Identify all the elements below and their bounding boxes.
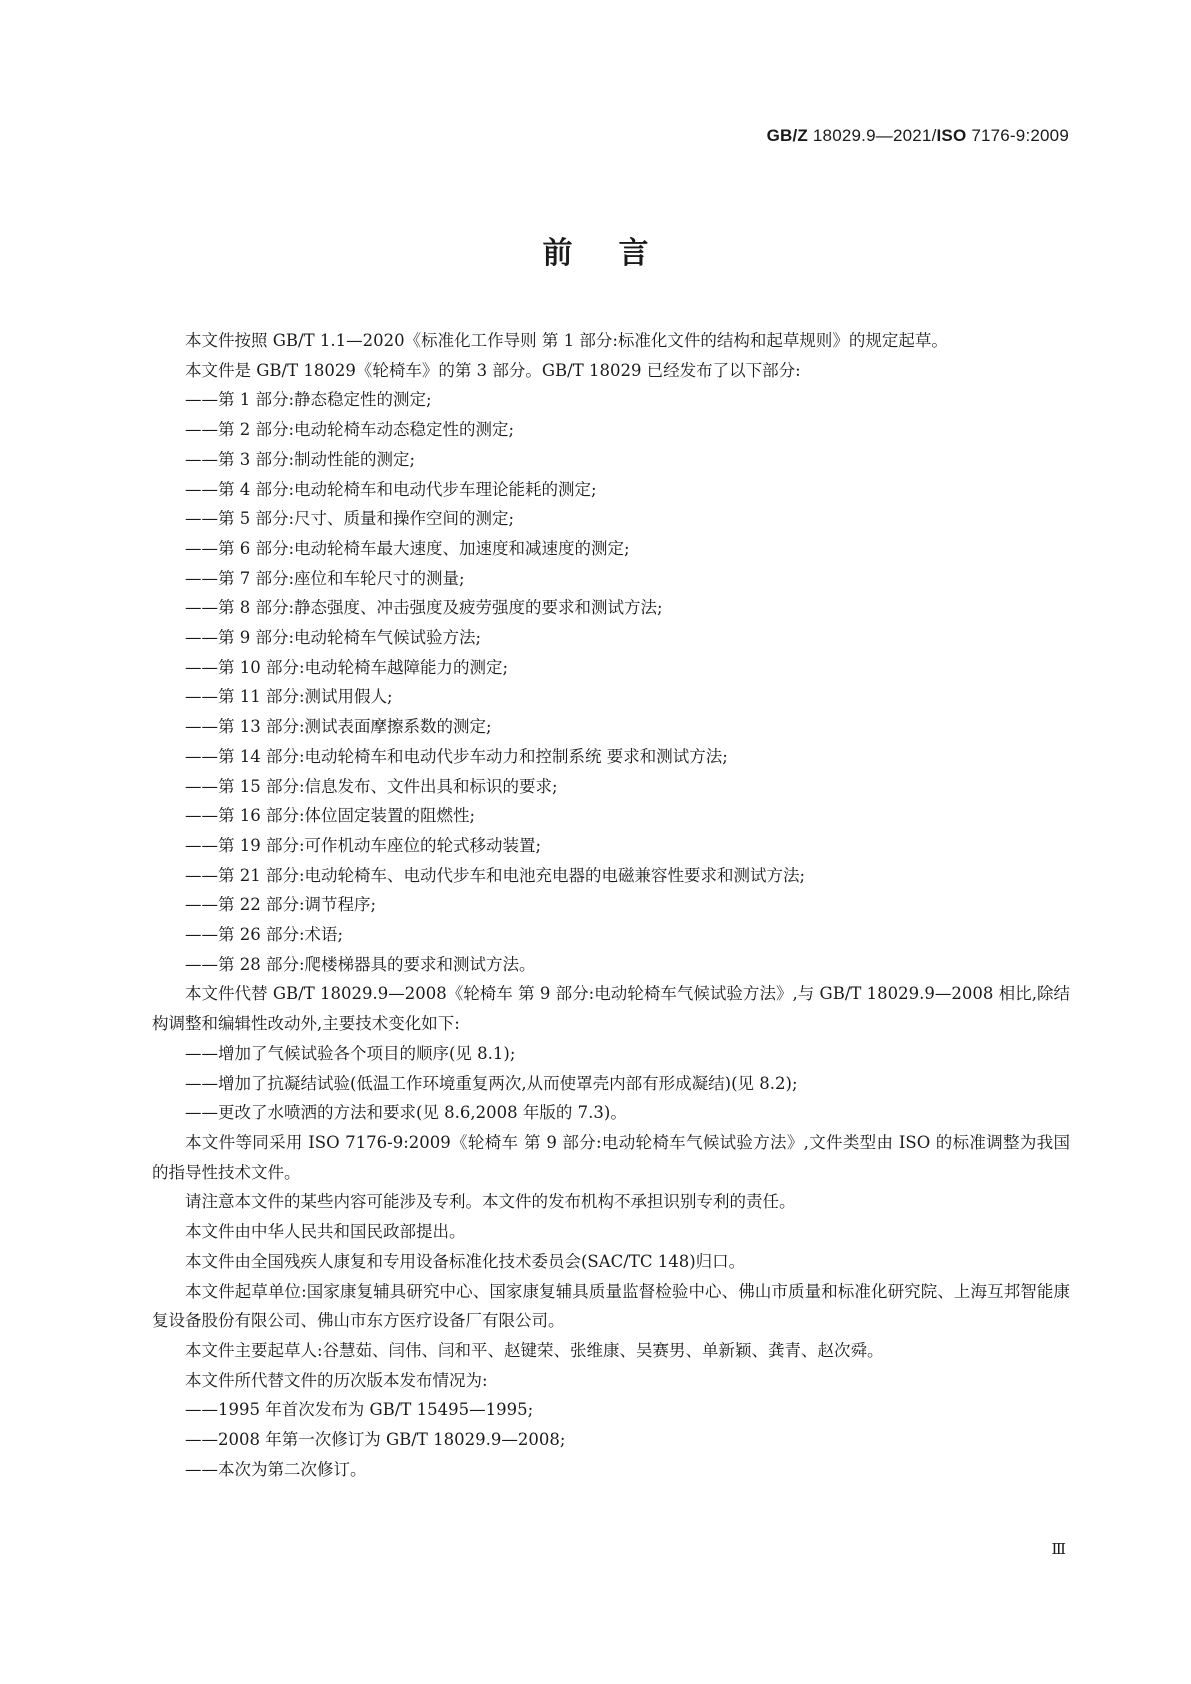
list-item: ——第 8 部分:静态强度、冲击强度及疲劳强度的要求和测试方法; bbox=[185, 598, 663, 618]
list-item: ——更改了水喷洒的方法和要求(见 8.6,2008 年版的 7.3)。 bbox=[185, 1103, 627, 1123]
page-number: Ⅲ bbox=[1051, 1540, 1066, 1558]
list-item: ——第 28 部分:爬楼梯器具的要求和测试方法。 bbox=[185, 954, 536, 974]
list-item: ——第 15 部分:信息发布、文件出具和标识的要求; bbox=[185, 776, 558, 796]
list-item: ——1995 年首次发布为 GB/T 15495—1995; bbox=[185, 1400, 534, 1420]
list-item: ——第 26 部分:术语; bbox=[185, 925, 344, 945]
paragraph-part-intro: 本文件是 GB/T 18029《轮椅车》的第 3 部分。GB/T 18029 已经发布了以下部分: bbox=[185, 360, 801, 380]
paragraph-iso-adoption: 本文件等同采用 ISO 7176-9:2009《轮椅车 第 9 部分:电动轮椅车气候试验方法》,文件类型由 ISO 的标准调整为我国的指导性技术文件。 bbox=[152, 1132, 1070, 1182]
list-item: ——第 16 部分:体位固定装置的阻燃性; bbox=[185, 806, 476, 826]
paragraph-proposer: 本文件由中华人民共和国民政部提出。 bbox=[185, 1222, 466, 1242]
list-item: ——2008 年第一次修订为 GB/T 18029.9—2008; bbox=[185, 1430, 566, 1450]
list-item: ——第 7 部分:座位和车轮尺寸的测量; bbox=[185, 568, 465, 588]
list-item: ——第 14 部分:电动轮椅车和电动代步车动力和控制系统 要求和测试方法; bbox=[185, 746, 728, 766]
list-item: ——第 1 部分:静态稳定性的测定; bbox=[185, 390, 432, 410]
paragraph-drafting-units: 本文件起草单位:国家康复辅具研究中心、国家康复辅具质量监督检验中心、佛山市质量和标准化研究院、上海互邦智能康复设备股份有限公司、佛山市东方医疗设备厂有限公司。 bbox=[152, 1281, 1070, 1331]
paragraph-committee: 本文件由全国残疾人康复和专用设备标准化技术委员会(SAC/TC 148)归口。 bbox=[185, 1251, 746, 1271]
list-item: ——第 4 部分:电动轮椅车和电动代步车理论能耗的测定; bbox=[185, 479, 597, 499]
paragraph-drafting-rules: 本文件按照 GB/T 1.1—2020《标准化工作导则 第 1 部分:标准化文件的结构和起草规则》的规定起草。 bbox=[185, 331, 948, 350]
list-item: ——第 5 部分:尺寸、质量和操作空间的测定; bbox=[185, 509, 515, 529]
list-item: ——第 6 部分:电动轮椅车最大速度、加速度和减速度的测定; bbox=[185, 538, 630, 558]
list-item: ——第 11 部分:测试用假人; bbox=[185, 687, 393, 707]
paragraph-patent-notice: 请注意本文件的某些内容可能涉及专利。本文件的发布机构不承担识别专利的责任。 bbox=[185, 1192, 796, 1212]
list-item: ——第 2 部分:电动轮椅车动态稳定性的测定; bbox=[185, 420, 515, 440]
list-item: ——增加了抗凝结试验(低温工作环境重复两次,从而使罩壳内部有形成凝结)(见 8.2); bbox=[185, 1073, 798, 1093]
list-item: ——第 3 部分:制动性能的测定; bbox=[185, 449, 416, 469]
paragraph-replacement: 本文件代替 GB/T 18029.9—2008《轮椅车 第 9 部分:电动轮椅车气候试验方法》,与 GB/T 18029.9—2008 相比,除结构调整和编辑性改动外,主要技术变化如下: bbox=[152, 984, 1070, 1034]
standard-code-iso-number: 7176-9:2009 bbox=[966, 126, 1069, 145]
list-item: ——第 10 部分:电动轮椅车越障能力的测定; bbox=[185, 657, 509, 677]
standard-code-iso: ISO bbox=[936, 126, 967, 145]
page-title: 前言 bbox=[542, 236, 695, 271]
list-item: ——第 21 部分:电动轮椅车、电动代步车和电池充电器的电磁兼容性要求和测试方法; bbox=[185, 865, 806, 885]
standard-code-number: 18029.9—2021/ bbox=[807, 126, 937, 145]
list-item: ——第 19 部分:可作机动车座位的轮式移动装置; bbox=[185, 835, 542, 855]
list-item: ——第 22 部分:调节程序; bbox=[185, 895, 377, 915]
list-item: ——第 9 部分:电动轮椅车气候试验方法; bbox=[185, 628, 482, 648]
standard-code-prefix: GB/Z bbox=[766, 126, 808, 145]
list-item: ——第 13 部分:测试表面摩擦系数的测定; bbox=[185, 717, 492, 737]
paragraph-version-history: 本文件所代替文件的历次版本发布情况为: bbox=[185, 1370, 488, 1390]
standard-code bbox=[767, 126, 1069, 146]
list-item: ——增加了气候试验各个项目的顺序(见 8.1); bbox=[185, 1043, 516, 1063]
foreword-body bbox=[152, 326, 1070, 1484]
list-item: ——本次为第二次修订。 bbox=[185, 1459, 367, 1479]
paragraph-drafters: 本文件主要起草人:谷慧茹、闫伟、闫和平、赵键荣、张维康、吴赛男、单新颖、龚青、赵次舜。 bbox=[185, 1340, 884, 1360]
